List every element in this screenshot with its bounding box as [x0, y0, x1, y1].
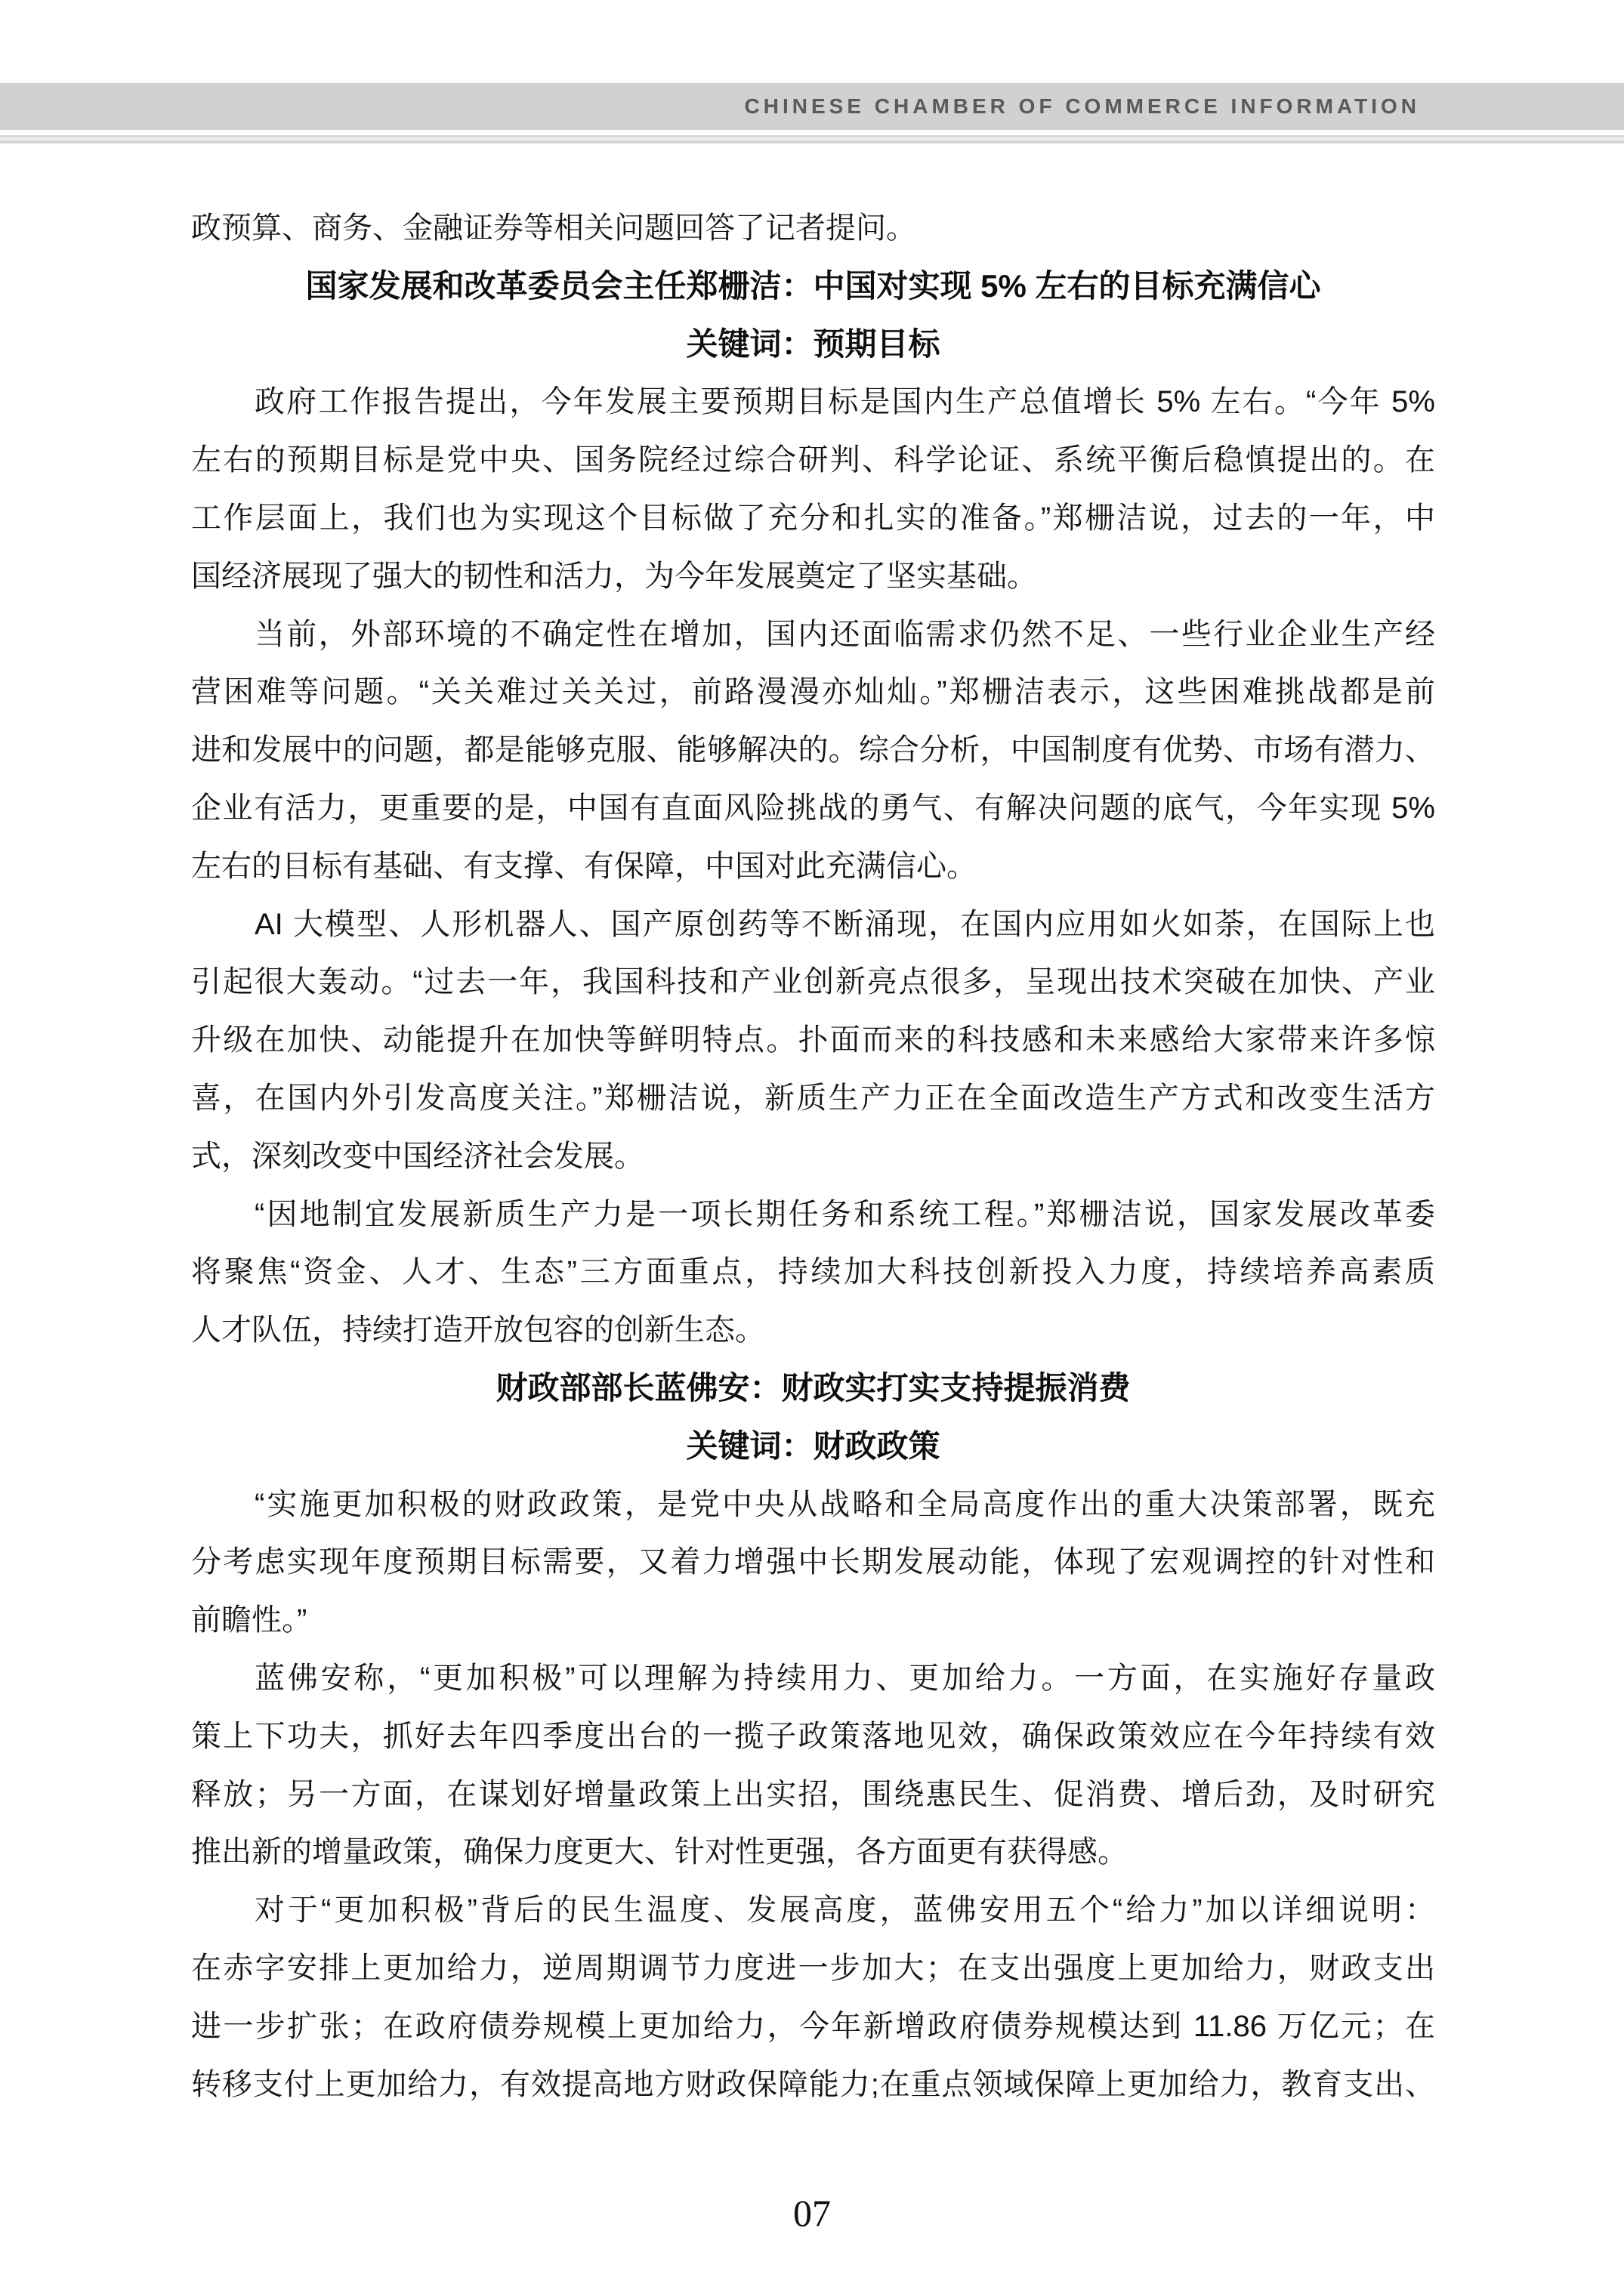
- text-line: 喜，在国内外引发高度关注。”郑栅洁说，新质生产力正在全面改造生产方式和改变生活方: [191, 1081, 1435, 1115]
- text-line: 策上下功夫，抓好去年四季度出台的一揽子政策落地见效，确保政策效应在今年持续有效: [191, 1719, 1435, 1753]
- heading-line: 财政部部长蓝佛安：财政实打实支持提振消费: [496, 1369, 1131, 1406]
- text-line: 引起很大轰动。“过去一年，我国科技和产业创新亮点很多，呈现出技术突破在加快、产业: [191, 965, 1435, 999]
- text-line: 升级在加快、动能提升在加快等鲜明特点。扑面而来的科技感和未来感给大家带来许多惊: [191, 1023, 1435, 1057]
- text-line: “实施更加积极的财政政策，是党中央从战略和全局高度作出的重大决策部署，既充: [255, 1487, 1435, 1521]
- text-line: 左右的目标有基础、有支撑、有保障，中国对此充满信心。: [191, 849, 977, 883]
- text-line: 转移支付上更加给力，有效提高地方财政保障能力;在重点领域保障上更加给力，教育支出、: [191, 2067, 1435, 2101]
- header-banner-text: CHINESE CHAMBER OF COMMERCE INFORMATION: [744, 94, 1420, 118]
- text-line: 工作层面上，我们也为实现这个目标做了充分和扎实的准备。”郑栅洁说，过去的一年，中: [191, 501, 1435, 535]
- text-line: 释放；另一方面，在谋划好增量政策上出实招，围绕惠民生、促消费、增后劲，及时研究: [191, 1777, 1435, 1811]
- text-line: 蓝佛安称，“更加积极”可以理解为持续用力、更加给力。一方面，在实施好存量政: [255, 1661, 1435, 1695]
- article-body: [191, 199, 1435, 2113]
- text-line: 企业有活力，更重要的是，中国有直面风险挑战的勇气、有解决问题的底气，今年实现 5%: [191, 791, 1435, 825]
- text-line: 分考虑实现年度预期目标需要，又着力增强中长期发展动能，体现了宏观调控的针对性和: [191, 1545, 1435, 1579]
- text-line: AI 大模型、人形机器人、国产原创药等不断涌现，在国内应用如火如荼，在国际上也: [255, 907, 1435, 941]
- text-line: 进和发展中的问题，都是能够克服、能够解决的。综合分析，中国制度有优势、市场有潜力、: [191, 733, 1435, 767]
- text-line: 推出新的增量政策，确保力度更大、针对性更强，各方面更有获得感。: [191, 1835, 1128, 1869]
- page-number: 07: [793, 2192, 831, 2234]
- heading-line: 关键词：财政政策: [686, 1427, 940, 1464]
- text-line: 国经济展现了强大的韧性和活力，为今年发展奠定了坚实基础。: [191, 559, 1037, 593]
- text-line: “因地制宜发展新质生产力是一项长期任务和系统工程。”郑栅洁说，国家发展改革委: [255, 1197, 1435, 1231]
- text-line: 在赤字安排上更加给力，逆周期调节力度进一步加大；在支出强度上更加给力，财政支出: [191, 1951, 1435, 1985]
- text-line: 式，深刻改变中国经济社会发展。: [191, 1139, 644, 1173]
- text-line: 将聚焦“资金、人才、生态”三方面重点，持续加大科技创新投入力度，持续培养高素质: [191, 1255, 1435, 1289]
- text-line: 进一步扩张；在政府债券规模上更加给力，今年新增政府债券规模达到 11.86 万亿元；在: [191, 2009, 1435, 2043]
- text-line: 政预算、商务、金融证券等相关问题回答了记者提问。: [191, 211, 916, 245]
- header-band: [0, 83, 1624, 130]
- heading-line: 国家发展和改革委员会主任郑栅洁：中国对实现 5% 左右的目标充满信心: [305, 267, 1321, 304]
- text-line: 前瞻性。”: [191, 1603, 307, 1637]
- text-line: 当前，外部环境的不确定性在增加，国内还面临需求仍然不足、一些行业企业生产经: [255, 617, 1435, 651]
- text-line: 人才队伍，持续打造开放包容的创新生态。: [191, 1313, 765, 1347]
- heading-line: 关键词：预期目标: [686, 326, 940, 362]
- text-line: 政府工作报告提出，今年发展主要预期目标是国内生产总值增长 5% 左右。“今年 5%: [255, 385, 1435, 419]
- text-line: 对于“更加积极”背后的民生温度、发展高度，蓝佛安用五个“给力”加以详细说明：: [255, 1893, 1435, 1927]
- text-line: 左右的预期目标是党中央、国务院经过综合研判、科学论证、系统平衡后稳慎提出的。在: [191, 443, 1435, 477]
- text-line: 营困难等问题。“关关难过关关过，前路漫漫亦灿灿。”郑栅洁表示，这些困难挑战都是前: [191, 675, 1435, 709]
- header-divider: [0, 135, 1624, 144]
